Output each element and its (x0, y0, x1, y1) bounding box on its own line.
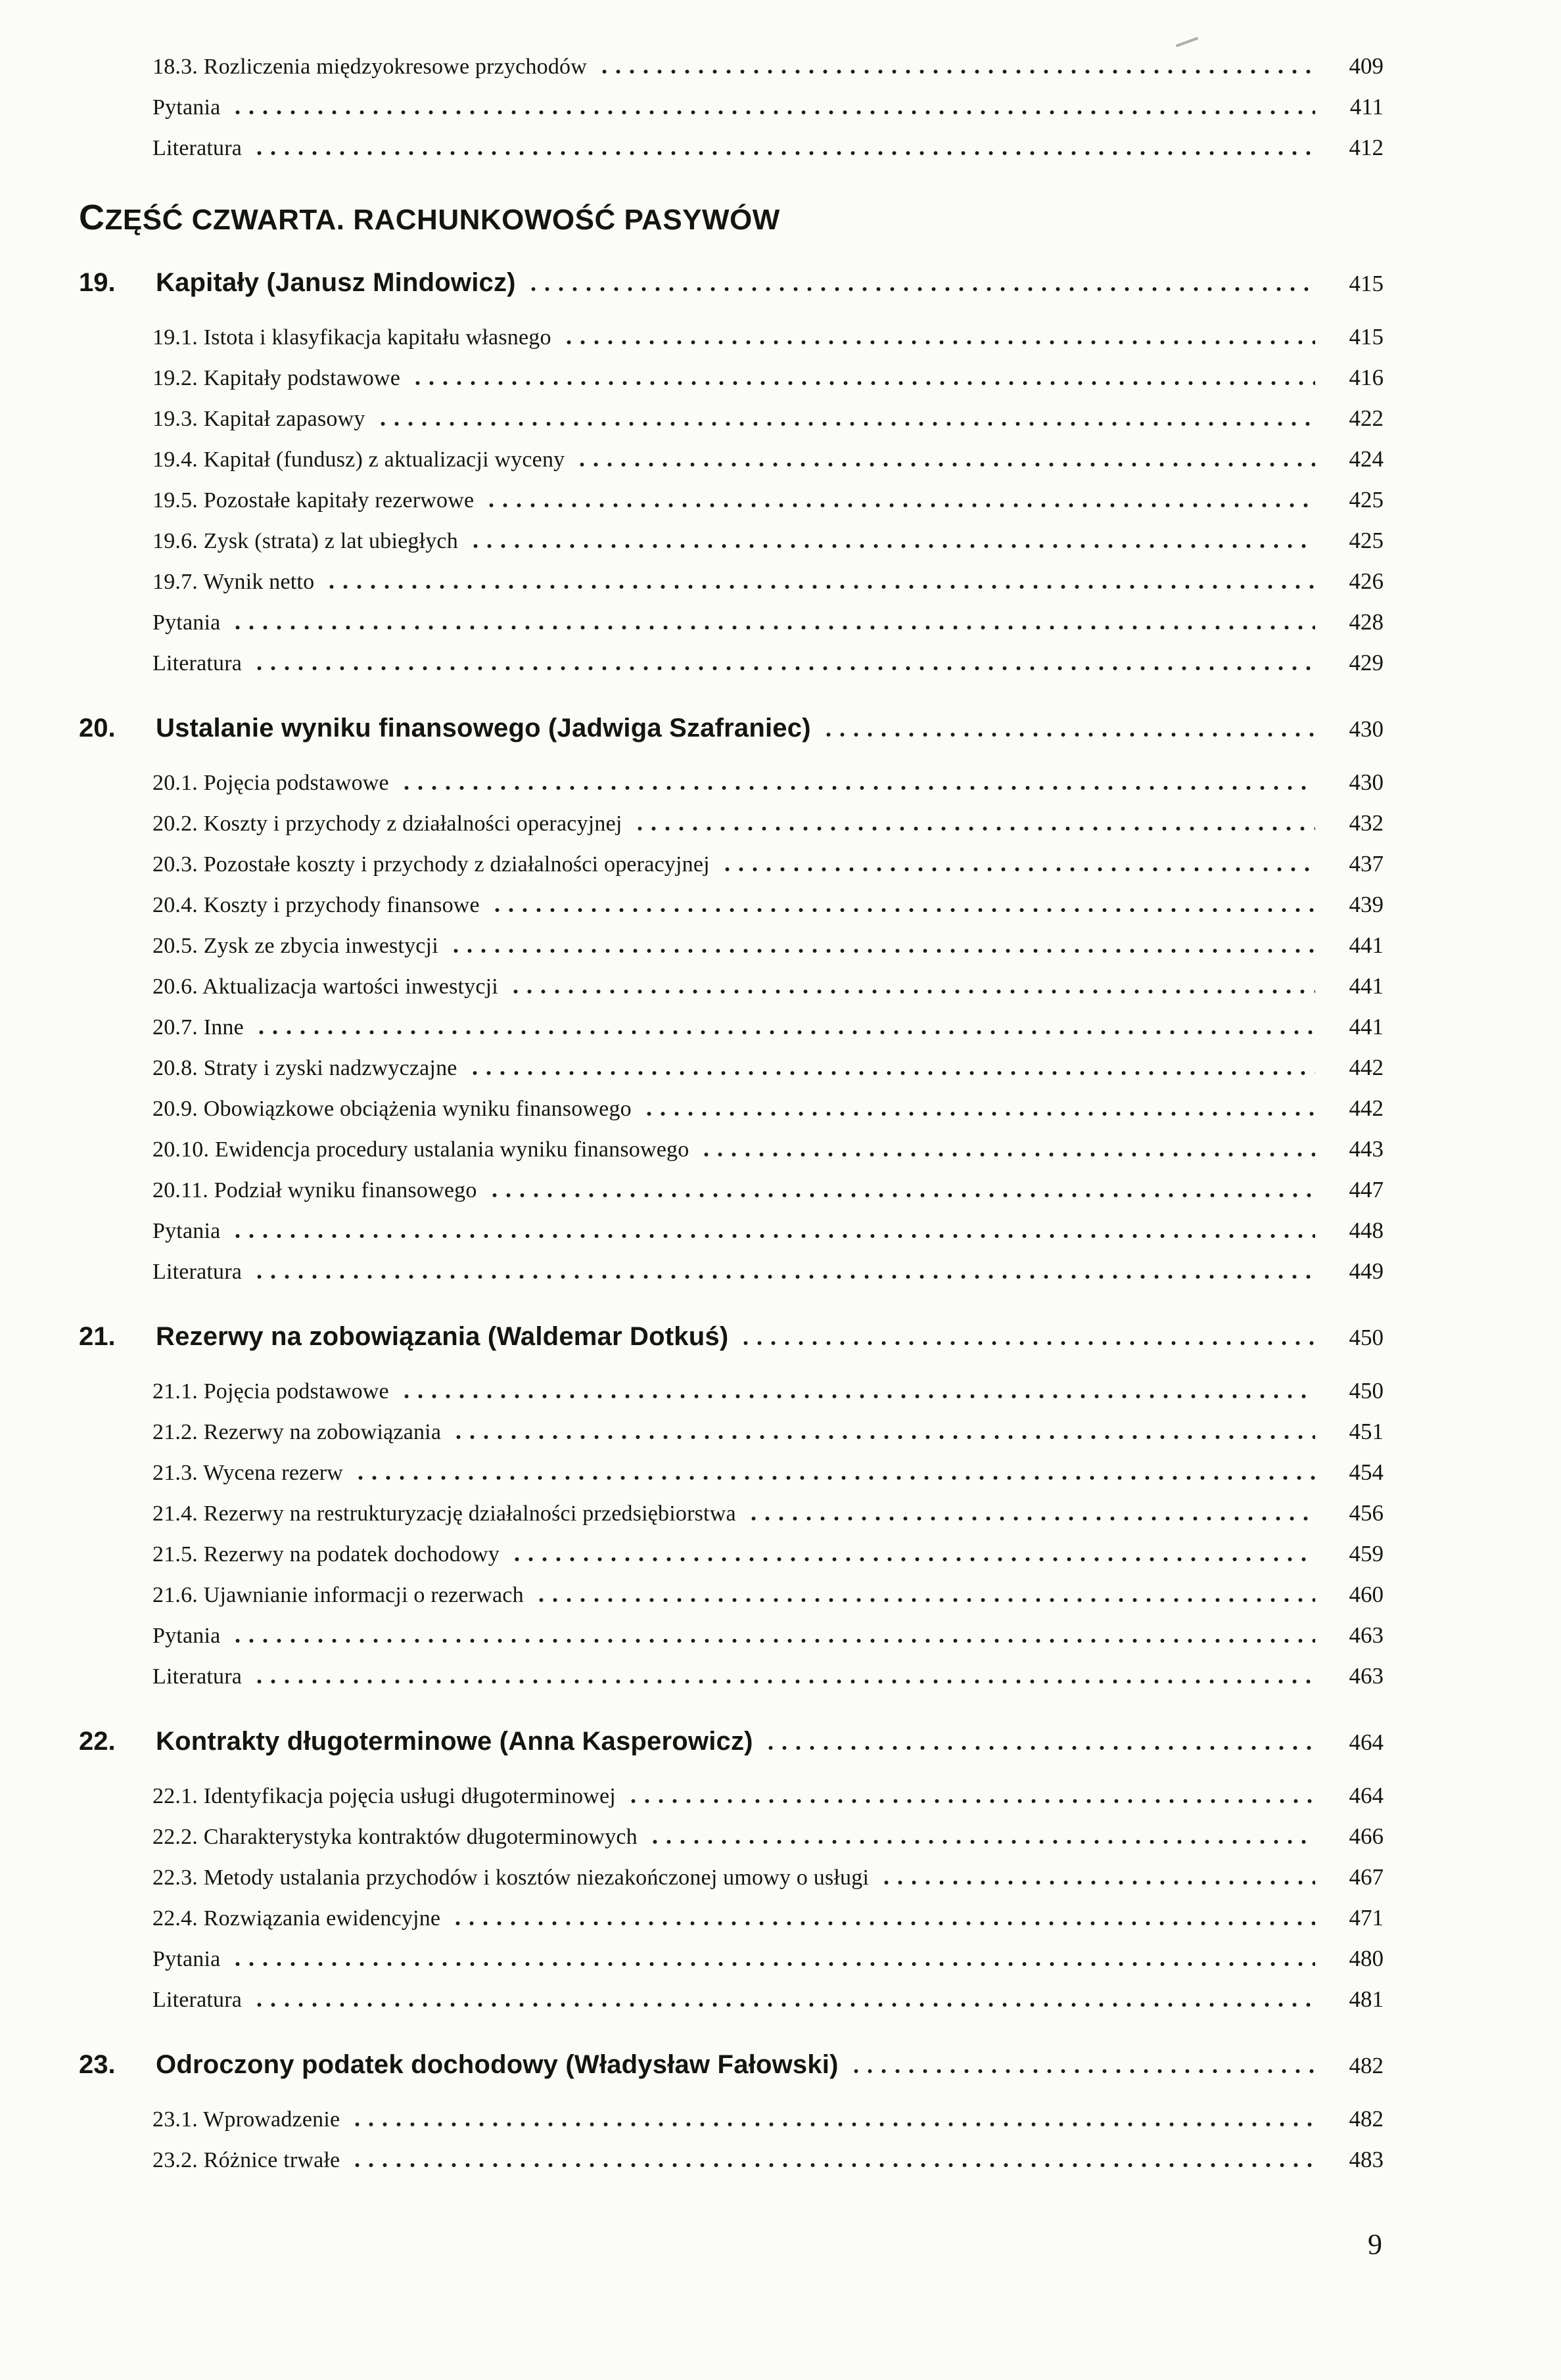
entry-label: Pytania (152, 610, 221, 635)
leader-dots (720, 867, 1315, 871)
page-number: 422 (1349, 405, 1384, 431)
page-number: 409 (1349, 53, 1384, 79)
page-number: 449 (1349, 1258, 1384, 1284)
toc-entry-row (152, 357, 1384, 398)
entry-label: 21.5. Rezerwy na podatek dochodowy (152, 1542, 500, 1567)
entry-label: 20.2. Koszty i przychody z działalności operacyjnej (152, 812, 622, 836)
entry-label: 20.9. Obowiązkowe obciążenia wyniku finansowego (152, 1097, 632, 1121)
page-footer-number: 9 (1368, 2228, 1382, 2260)
page-number: 450 (1349, 1325, 1384, 1350)
page-number: 442 (1349, 1055, 1384, 1080)
leader-dots (699, 1153, 1315, 1156)
entry-label: 20.3. Pozostałe koszty i przychody z działalności operacyjnej (152, 852, 710, 877)
leader-dots (252, 666, 1315, 670)
entry-label: 19.2. Kapitały podstawowe (152, 366, 401, 390)
toc-entry-row (152, 1656, 1384, 1697)
entry-label: Literatura (152, 651, 243, 675)
leader-dots (562, 340, 1315, 344)
leader-dots (597, 70, 1315, 74)
page-number: 467 (1349, 1864, 1384, 1890)
chapter-row (79, 711, 1384, 746)
toc-entry-row (152, 925, 1384, 966)
leader-dots (325, 585, 1315, 589)
leader-dots (254, 1030, 1315, 1034)
leader-dots (231, 1234, 1315, 1238)
toc-entry-row (152, 1775, 1384, 1816)
leader-dots (350, 2122, 1315, 2126)
page-number: 442 (1349, 1095, 1384, 1121)
leader-dots (510, 1557, 1315, 1561)
toc-entry-row (152, 1898, 1384, 1938)
page-number: 425 (1349, 528, 1384, 553)
page-number: 432 (1349, 810, 1384, 836)
leader-dots (468, 1071, 1315, 1075)
leader-dots (469, 544, 1315, 548)
leader-dots (642, 1112, 1315, 1116)
page-number: 441 (1349, 932, 1384, 958)
entry-label: 23.1. Wprowadzenie (152, 2107, 340, 2132)
page-number: 456 (1349, 1500, 1384, 1526)
toc-entry-row (152, 1210, 1384, 1251)
page-number: 443 (1349, 1136, 1384, 1162)
page-number: 439 (1349, 892, 1384, 917)
leader-dots (488, 1193, 1315, 1197)
entry-label: 22.3. Metody ustalania przychodów i kosztów niezakończonej umowy o usługi (152, 1865, 870, 1890)
page-number: 464 (1349, 1729, 1384, 1755)
page-number: 429 (1349, 650, 1384, 675)
page-number: 411 (1349, 94, 1384, 120)
toc-entry-row (152, 1129, 1384, 1170)
page-number: 463 (1349, 1622, 1384, 1648)
leader-dots (739, 1341, 1315, 1345)
leader-dots (411, 381, 1315, 385)
page-number: 441 (1349, 1014, 1384, 1040)
leader-dots (822, 733, 1315, 737)
page-number: 482 (1349, 2053, 1384, 2078)
chapter-number: 20. (79, 714, 116, 743)
leader-dots (509, 990, 1315, 994)
page-number: 430 (1349, 716, 1384, 742)
leader-dots (764, 1746, 1315, 1750)
toc-entry-row (152, 643, 1384, 683)
toc-entry-row (152, 1047, 1384, 1088)
leader-dots (231, 1962, 1315, 1966)
toc-entry-row (152, 1371, 1384, 1411)
toc-entry-row (152, 1938, 1384, 1979)
entry-label: 20.4. Koszty i przychody finansowe (152, 893, 480, 917)
leader-dots (400, 1394, 1315, 1398)
leader-dots (849, 2069, 1315, 2073)
leader-dots (484, 503, 1315, 507)
page-number: 460 (1349, 1582, 1384, 1607)
page-number: 425 (1349, 487, 1384, 513)
page-number: 437 (1349, 851, 1384, 877)
chapter-title: Kapitały (Janusz Mindowicz) (156, 268, 516, 297)
entry-label: 21.4. Rezerwy na restrukturyzację działalności przedsiębiorstwa (152, 1501, 736, 1526)
toc-entry-row (152, 1170, 1384, 1210)
chapter-row (79, 1319, 1384, 1355)
entry-label: 22.1. Identyfikacja pojęcia usługi długoterminowej (152, 1784, 616, 1808)
leader-dots (526, 287, 1315, 291)
page-number: 454 (1349, 1459, 1384, 1485)
entry-label: 18.3. Rozliczenia międzyokresowe przychodów (152, 55, 587, 79)
chapter-number: 23. (79, 2050, 116, 2079)
leader-dots (252, 1275, 1315, 1279)
leader-dots (449, 949, 1315, 953)
entry-label: 20.6. Aktualizacja wartości inwestycji (152, 974, 498, 999)
entry-label: 20.11. Podział wyniku finansowego (152, 1178, 477, 1202)
toc-entry-row (152, 884, 1384, 925)
page-number: 428 (1349, 609, 1384, 635)
toc-entry-row (152, 561, 1384, 602)
entry-label: 21.3. Wycena rezerw (152, 1461, 343, 1485)
toc-entry-row (152, 439, 1384, 480)
page-number: 464 (1349, 1783, 1384, 1808)
entry-label: Literatura (152, 136, 243, 160)
toc-entry-row (152, 1574, 1384, 1615)
toc-entry-row (152, 844, 1384, 884)
leader-dots (376, 422, 1315, 426)
toc-entry-row (152, 2140, 1384, 2180)
leader-dots (626, 1799, 1315, 1803)
leader-dots (575, 463, 1315, 467)
page-number: 481 (1349, 1986, 1384, 2012)
chapter-title: Rezerwy na zobowiązania (Waldemar Dotkuś) (156, 1322, 729, 1351)
leader-dots (879, 1881, 1315, 1885)
toc-entry-row (152, 480, 1384, 520)
chapter-row (79, 2048, 1384, 2083)
page-number: 480 (1349, 1946, 1384, 1971)
toc-entry-row (152, 1857, 1384, 1898)
page-number: 450 (1349, 1378, 1384, 1404)
entry-label: 19.4. Kapitał (fundusz) z aktualizacji wyceny (152, 447, 565, 472)
toc-entry-row (152, 1534, 1384, 1574)
entry-label: Literatura (152, 1664, 243, 1689)
toc-entry-row (152, 1088, 1384, 1129)
page-number: 430 (1349, 769, 1384, 795)
leader-dots (451, 1921, 1315, 1925)
page-number: 412 (1349, 135, 1384, 160)
toc-entry-row (152, 966, 1384, 1007)
leader-dots (534, 1598, 1315, 1602)
entry-label: Pytania (152, 1624, 221, 1648)
page-number: 463 (1349, 1663, 1384, 1689)
chapter-title: Odroczony podatek dochodowy (Władysław Fałowski) (156, 2050, 839, 2079)
leader-dots (747, 1517, 1315, 1521)
toc-entry-row (152, 1411, 1384, 1452)
page-number: 415 (1349, 324, 1384, 350)
toc-entry-row (152, 127, 1384, 168)
chapter-row (79, 1724, 1384, 1760)
toc-entry-row (152, 1615, 1384, 1656)
page-number: 448 (1349, 1218, 1384, 1243)
entry-label: 20.10. Ewidencja procedury ustalania wyniku finansowego (152, 1137, 689, 1162)
toc-entry-row (152, 803, 1384, 844)
toc-entry-row (152, 602, 1384, 643)
leader-dots (350, 2163, 1315, 2167)
toc-entry-row (152, 520, 1384, 561)
toc-entry-row (152, 2099, 1384, 2140)
entry-label: 20.1. Pojęcia podstawowe (152, 771, 389, 795)
leader-dots (400, 786, 1315, 790)
chapter-title: Ustalanie wyniku finansowego (Jadwiga Szafraniec) (156, 714, 811, 743)
page-number: 471 (1349, 1905, 1384, 1931)
leader-dots (231, 626, 1315, 629)
toc-entry-row (152, 1251, 1384, 1292)
toc-entry-row (152, 46, 1384, 87)
page-number: 483 (1349, 2147, 1384, 2172)
leader-dots (490, 908, 1315, 912)
page-number: 441 (1349, 973, 1384, 999)
chapter-row (79, 265, 1384, 301)
chapter-title: Kontrakty długoterminowe (Anna Kasperowicz) (156, 1727, 753, 1756)
page-number: 447 (1349, 1177, 1384, 1202)
entry-label: 19.7. Wynik netto (152, 570, 315, 594)
entry-label: 21.6. Ujawnianie informacji o rezerwach (152, 1583, 524, 1607)
toc-entry-row (152, 1493, 1384, 1534)
page-number: 424 (1349, 446, 1384, 472)
entry-label: 19.1. Istota i klasyfikacja kapitału własnego (152, 325, 551, 350)
entry-label: Pytania (152, 1947, 221, 1971)
toc-entry-row (152, 762, 1384, 803)
toc-entry-row (152, 1979, 1384, 2020)
toc-list (0, 46, 1561, 2180)
page-number: 482 (1349, 2106, 1384, 2132)
toc-entry-row (152, 398, 1384, 439)
leader-dots (231, 1639, 1315, 1643)
toc-entry-row (152, 1007, 1384, 1047)
leader-dots (648, 1840, 1315, 1844)
entry-label: 22.4. Rozwiązania ewidencyjne (152, 1906, 441, 1931)
toc-entry-row (152, 87, 1384, 127)
entry-label: Pytania (152, 1219, 221, 1243)
entry-label: Pytania (152, 95, 221, 120)
toc-entry-row (152, 1452, 1384, 1493)
chapter-number: 22. (79, 1727, 116, 1756)
leader-dots (231, 110, 1315, 114)
entry-label: 23.2. Różnice trwałe (152, 2148, 340, 2172)
entry-label: 21.2. Rezerwy na zobowiązania (152, 1420, 442, 1444)
leader-dots (252, 1680, 1315, 1683)
part-heading: CZĘŚĆ CZWARTA. RACHUNKOWOŚĆ PASYWÓW (79, 198, 780, 237)
page-number: 426 (1349, 568, 1384, 594)
entry-label: Literatura (152, 1260, 243, 1284)
entry-label: 20.7. Inne (152, 1015, 244, 1040)
page-number: 416 (1349, 365, 1384, 390)
entry-label: 20.8. Straty i zyski nadzwyczajne (152, 1056, 457, 1080)
toc-entry-row (152, 317, 1384, 357)
entry-label: 19.3. Kapitał zapasowy (152, 407, 365, 431)
leader-dots (252, 151, 1315, 155)
leader-dots (354, 1476, 1315, 1480)
leader-dots (252, 2003, 1315, 2007)
page-number: 415 (1349, 271, 1384, 296)
entry-label: 19.5. Pozostałe kapitały rezerwowe (152, 488, 475, 513)
page-number: 451 (1349, 1419, 1384, 1444)
toc-entry-row (152, 1816, 1384, 1857)
chapter-number: 19. (79, 268, 116, 297)
entry-label: 19.6. Zysk (strata) z lat ubiegłych (152, 529, 458, 553)
page-number: 459 (1349, 1541, 1384, 1567)
chapter-number: 21. (79, 1322, 116, 1351)
leader-dots (633, 827, 1315, 831)
page-number: 466 (1349, 1823, 1384, 1849)
entry-label: 21.1. Pojęcia podstawowe (152, 1379, 389, 1404)
entry-label: 20.5. Zysk ze zbycia inwestycji (152, 934, 438, 958)
leader-dots (452, 1435, 1315, 1439)
entry-label: 22.2. Charakterystyka kontraktów długoterminowych (152, 1825, 638, 1849)
entry-label: Literatura (152, 1988, 243, 2012)
